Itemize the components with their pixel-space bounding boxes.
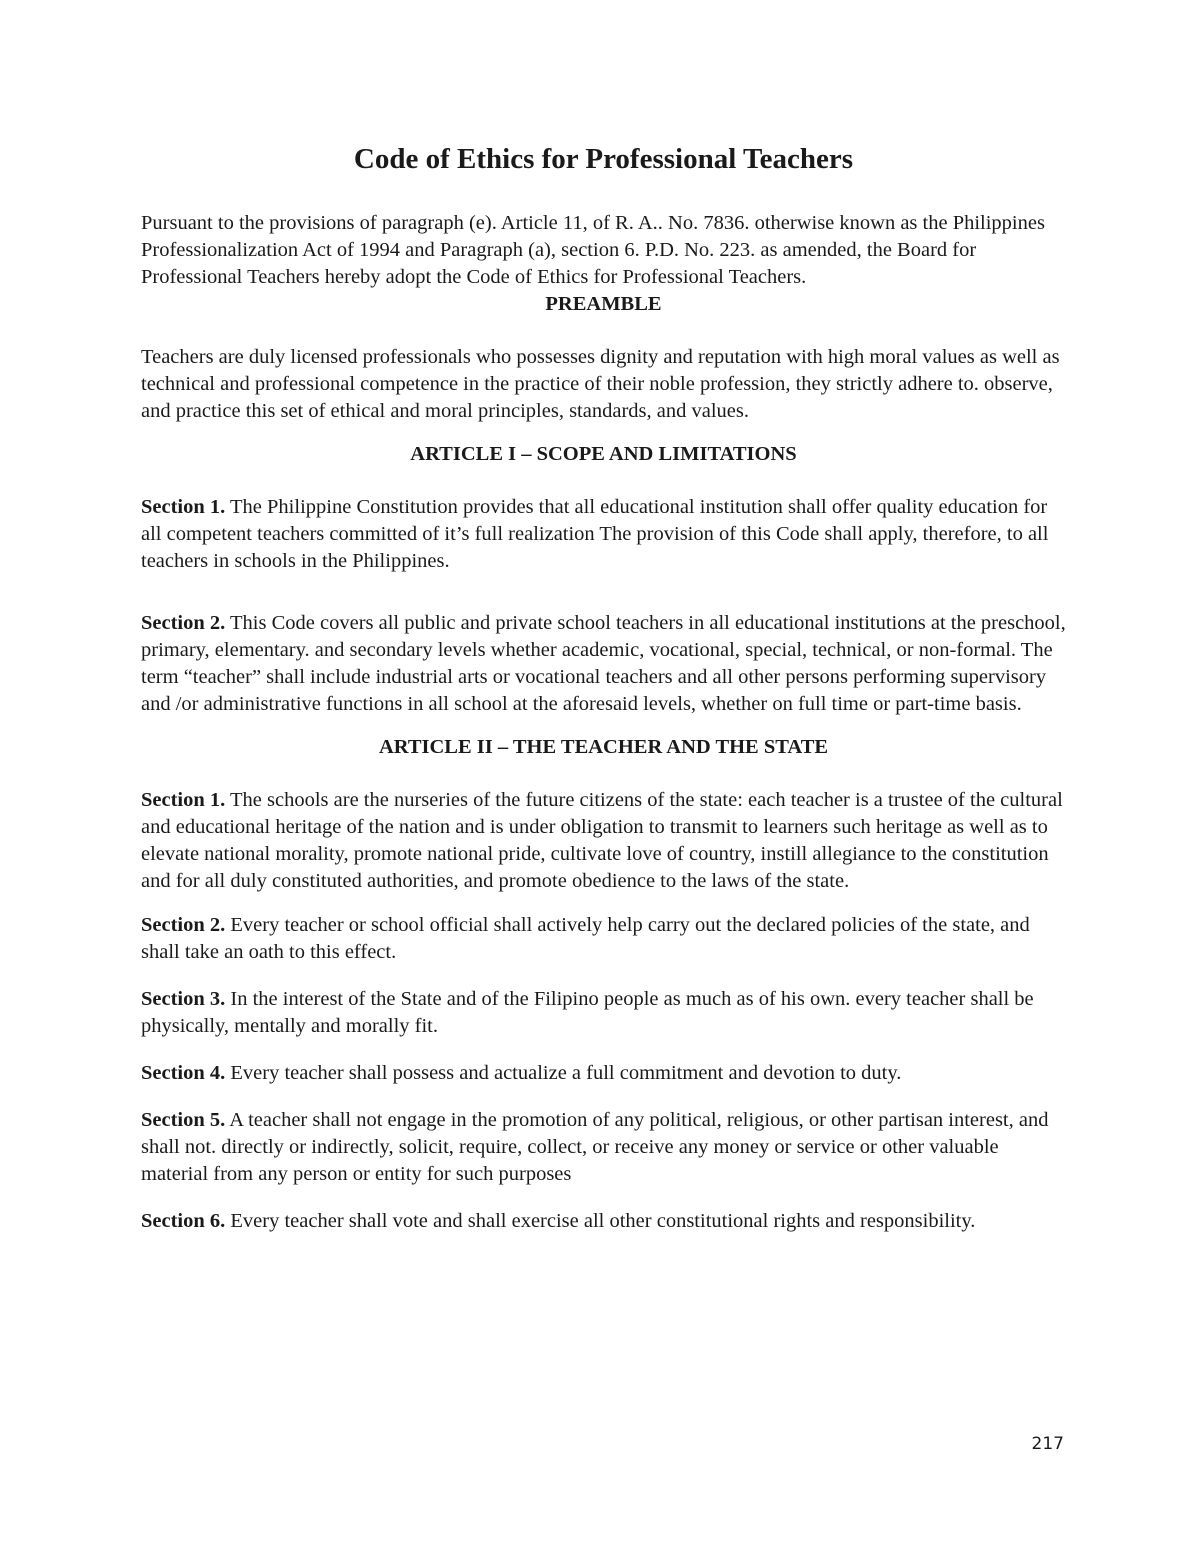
section-label: Section 5. — [141, 1109, 226, 1131]
page-number: 217 — [1031, 1434, 1064, 1454]
section-text: In the interest of the State and of the Filipino people as much as of his own. every teacher shall be physically, mentally and morally fit. — [141, 988, 1034, 1037]
article-1-section-1 — [141, 494, 1066, 575]
section-label: Section 2. — [141, 612, 226, 634]
article-2-section-5 — [141, 1107, 1066, 1188]
section-label: Section 1. — [141, 496, 226, 518]
section-label: Section 2. — [141, 914, 226, 936]
section-label: Section 3. — [141, 988, 226, 1010]
article-2-section-2 — [141, 912, 1066, 966]
article-2-section-6 — [141, 1208, 1066, 1235]
section-label: Section 6. — [141, 1210, 226, 1232]
article-2-section-4 — [141, 1060, 1066, 1087]
section-text: Every teacher shall possess and actualize a full commitment and devotion to duty. — [225, 1062, 902, 1084]
article-2-heading: ARTICLE II – THE TEACHER AND THE STATE — [378, 736, 829, 758]
document-title: Code of Ethics for Professional Teachers — [353, 143, 854, 175]
preamble-heading: PREAMBLE — [545, 293, 662, 315]
preamble-paragraph: Teachers are duly licensed professionals who possesses dignity and reputation with high moral values as well as technical and professional competence in the practice of their noble profession, they strictly adhere to. observe, and practice this set of ethical and moral principles, standards, and values. — [141, 346, 1060, 422]
article-1-section-2 — [141, 610, 1066, 718]
article-1-heading: ARTICLE I – SCOPE AND LIMITATIONS — [410, 443, 797, 465]
section-text: The schools are the nurseries of the future citizens of the state: each teacher is a trustee of the cultural and educational heritage of the nation and is under obligation to transmit to learners such heritage as well as to elevate national morality, promote national pride, cultivate love of country, instill allegiance to the constitution and for all duly constituted authorities, and promote obedience to the laws of the state. — [141, 789, 1063, 892]
section-text: A teacher shall not engage in the promotion of any political, religious, or other partisan interest, and shall not. directly or indirectly, solicit, require, collect, or receive any money or service or other valuable material from any person or entity for such purposes — [141, 1109, 1049, 1185]
article-2-section-1 — [141, 787, 1066, 895]
section-label: Section 1. — [141, 789, 226, 811]
section-text: This Code covers all public and private school teachers in all educational institutions at the preschool, primary, elementary. and secondary levels whether academic, vocational, special, technical, or non-formal. The term “teacher” shall include industrial arts or vocational teachers and all other persons performing supervisory and /or administrative functions in all school at the aforesaid levels, whether on full time or part-time basis. — [141, 612, 1066, 715]
section-text: Every teacher or school official shall actively help carry out the declared policies of the state, and shall take an oath to this effect. — [141, 914, 1030, 963]
article-2-section-3 — [141, 986, 1066, 1040]
intro-paragraph: Pursuant to the provisions of paragraph (e). Article 11, of R. A.. No. 7836. otherwise known as the Philippines Professionalization Act of 1994 and Paragraph (a), section 6. P.D. No. 223. as amended, the Board for Professional Teachers hereby adopt the Code of Ethics for Professional Teachers. — [141, 212, 1045, 288]
document-body — [141, 140, 1066, 1235]
section-label: Section 4. — [141, 1062, 226, 1084]
section-text: Every teacher shall vote and shall exercise all other constitutional rights and responsibility. — [225, 1210, 976, 1232]
section-text: The Philippine Constitution provides that all educational institution shall offer quality education for all competent teachers committed of it’s full realization The provision of this Code shall apply, therefore, to all teachers in schools in the Philippines. — [141, 496, 1049, 572]
